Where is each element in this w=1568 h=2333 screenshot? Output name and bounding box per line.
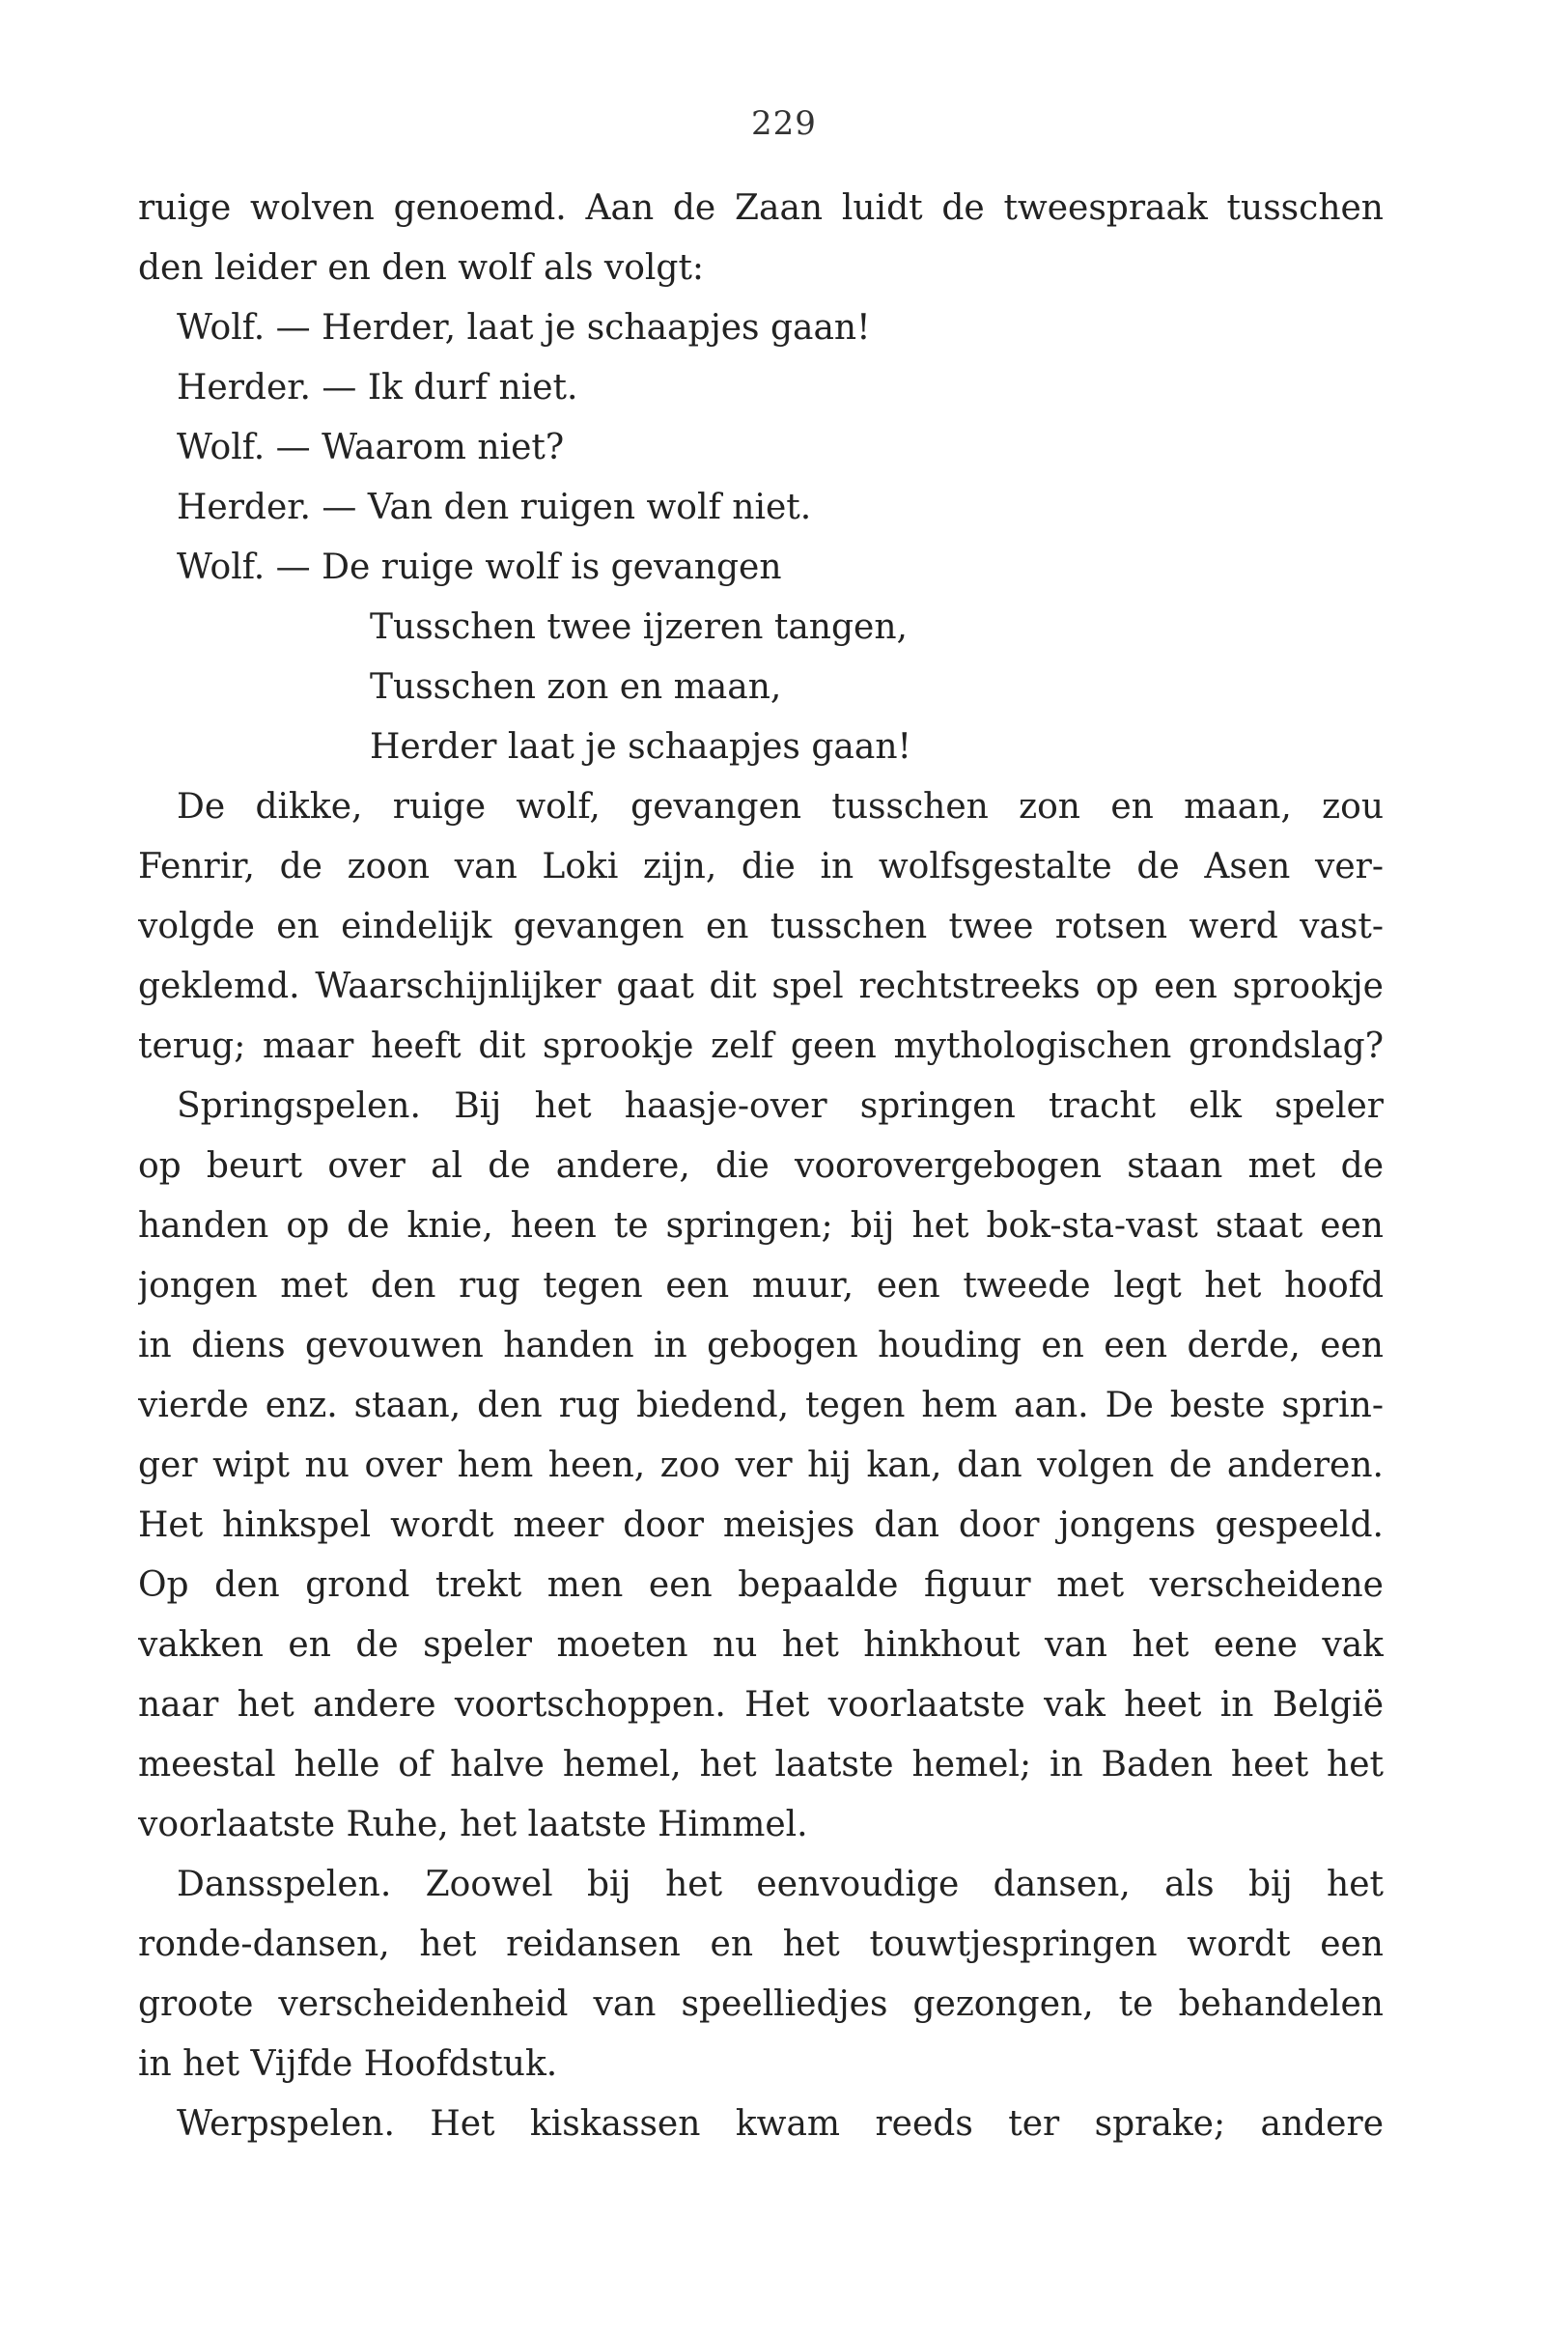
verse-line: Herder laat je schaapjes gaan! bbox=[370, 727, 911, 767]
text-line: meestal helle of halve hemel, het laatste hemel; in Baden heet het bbox=[138, 1745, 1384, 1785]
dialogue-line: Wolf. — Herder, laat je schaapjes gaan! bbox=[177, 308, 871, 348]
section-heading-line: Werpspelen. Het kiskassen kwam reeds ter sprake; andere bbox=[177, 2104, 1384, 2144]
section-heading-line: Dansspelen. Zoowel bij het eenvoudige dansen, als bij het bbox=[177, 1865, 1384, 1904]
text-line: naar het andere voortschoppen. Het voorlaatste vak heet in België bbox=[138, 1685, 1384, 1725]
text-line: De dikke, ruige wolf, gevangen tusschen zon en maan, zou bbox=[177, 787, 1384, 827]
dialogue-line: Herder. — Van den ruigen wolf niet. bbox=[177, 488, 812, 527]
dialogue-line: Herder. — Ik durf niet. bbox=[177, 368, 578, 408]
text-line: geklemd. Waarschijnlijker gaat dit spel rechtstreeks op een sprookje bbox=[138, 967, 1384, 1006]
text-line: jongen met den rug tegen een muur, een tweede legt het hoofd bbox=[138, 1266, 1384, 1306]
page-number: 229 bbox=[751, 104, 817, 143]
text-line: in diens gevouwen handen in gebogen houding en een derde, een bbox=[138, 1326, 1384, 1365]
verse-line: Tusschen twee ijzeren tangen, bbox=[370, 607, 908, 647]
text-line: terug; maar heeft dit sprookje zelf geen mythologischen grondslag? bbox=[138, 1026, 1384, 1066]
verse-line: Tusschen zon en maan, bbox=[370, 667, 782, 707]
text-line: den leider en den wolf als volgt: bbox=[138, 248, 705, 288]
section-heading-line: Springspelen. Bij het haasje-over springen tracht elk speler bbox=[177, 1086, 1384, 1126]
text-line: Op den grond trekt men een bepaalde figuur met verscheidene bbox=[138, 1565, 1384, 1605]
text-line: ger wipt nu over hem heen, zoo ver hij kan, dan volgen de anderen. bbox=[138, 1446, 1384, 1485]
text-line: vakken en de speler moeten nu het hinkhout van het eene vak bbox=[138, 1625, 1384, 1665]
page-text bbox=[138, 179, 1384, 2154]
text-line: ruige wolven genoemd. Aan de Zaan luidt de tweespraak tusschen bbox=[138, 188, 1384, 228]
text-line: op beurt over al de andere, die voorovergebogen staan met de bbox=[138, 1146, 1384, 1186]
text-line: volgde en eindelijk gevangen en tusschen twee rotsen werd vast- bbox=[138, 907, 1384, 946]
text-line: Fenrir, de zoon van Loki zijn, die in wolfsgestalte de Asen ver- bbox=[138, 847, 1384, 886]
text-line: vierde enz. staan, den rug biedend, tegen hem aan. De beste sprin- bbox=[138, 1386, 1384, 1425]
text-line: handen op de knie, heen te springen; bij het bok-sta-vast staat een bbox=[138, 1206, 1384, 1246]
dialogue-line: Wolf. — De ruige wolf is gevangen bbox=[177, 548, 782, 587]
dialogue-line: Wolf. — Waarom niet? bbox=[177, 428, 565, 467]
text-line: groote verscheidenheid van speelliedjes gezongen, te behandelen bbox=[138, 1984, 1384, 2024]
text-line: voorlaatste Ruhe, het laatste Himmel. bbox=[138, 1805, 808, 1844]
text-line: in het Vijfde Hoofdstuk. bbox=[138, 2044, 558, 2084]
text-line: ronde-dansen, het reidansen en het touwtjespringen wordt een bbox=[138, 1925, 1384, 1964]
text-line: Het hinkspel wordt meer door meisjes dan door jongens gespeeld. bbox=[138, 1505, 1384, 1545]
